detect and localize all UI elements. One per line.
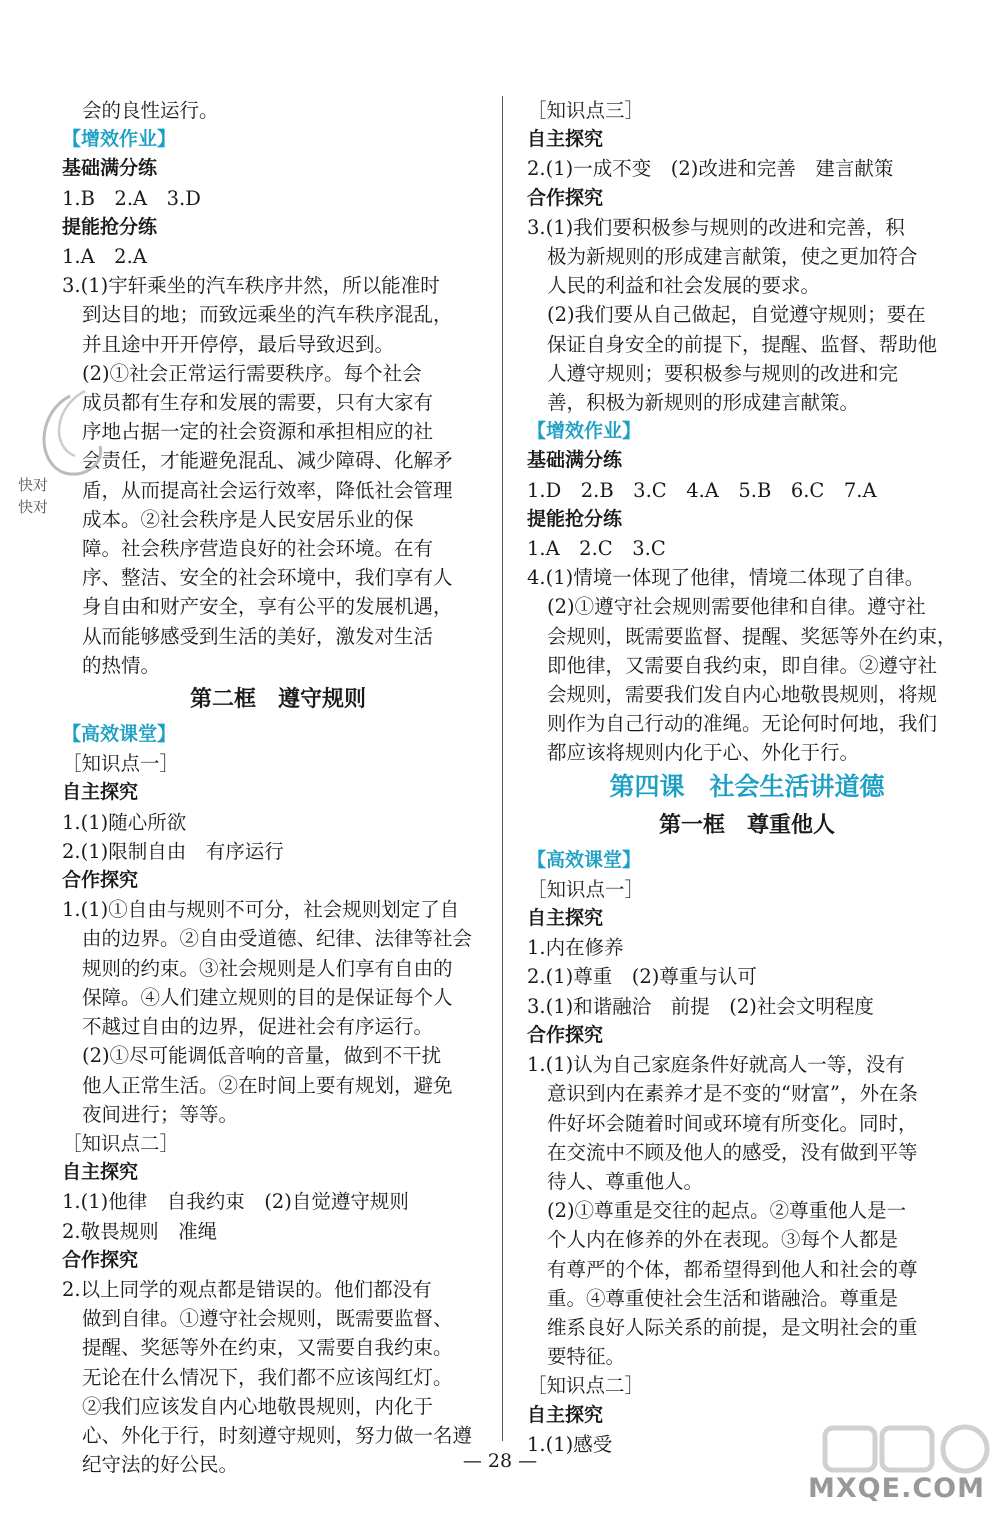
page-number: — 28 — (462, 1450, 538, 1472)
right-line-9: 人遵守规则；要积极参与规则的改进和完 (547, 361, 899, 385)
left-line-23: 自主探究 (62, 781, 139, 804)
watermark-text: MXQE.COM (808, 1473, 985, 1504)
left-line-18: 从而能够感受到生活的美好，激发对生活 (82, 624, 434, 648)
left-line-41: 做到自律。①遵守社会规则，既需要监督、 (82, 1307, 453, 1331)
handwritten-scribble (30, 376, 150, 486)
left-line-17: 身自由和财产安全，享有公平的发展机遇， (82, 595, 453, 619)
right-line-31: 合作探究 (527, 1023, 604, 1046)
right-line-27: 自主探究 (527, 907, 604, 930)
right-line-35: 在交流中不顾及他人的感受，没有做到平等 (547, 1140, 918, 1164)
right-line-22: 都应该将规则内化于心、外化于行。 (547, 741, 860, 765)
left-line-20: 第二框 遵守规则 (189, 687, 366, 713)
left-line-40: 2.以上同学的观点都是错误的。他们都没有 (62, 1277, 432, 1301)
left-line-38: 2.敬畏规则 准绳 (62, 1219, 218, 1243)
right-line-25: 【高效课堂】 (527, 848, 642, 871)
right-line-20: 会规则，需要我们发自内心地敬畏规则，将规 (547, 683, 938, 707)
left-line-12: 会责任，才能避免混乱、减少障碍、化解矛 (82, 449, 453, 473)
right-line-8: 保证自身安全的前提下，提醒、监督、帮助他 (547, 332, 938, 356)
right-line-40: 重。④尊重使社会生活和谐融洽。尊重是 (547, 1286, 899, 1310)
left-line-37: 1.(1)他律 自我约束 (2)自觉遵守规则 (62, 1190, 409, 1214)
left-line-22: ［知识点一］ (62, 752, 180, 776)
right-line-11: 【增效作业】 (527, 420, 642, 443)
right-line-29: 2.(1)尊重 (2)尊重与认可 (527, 965, 757, 989)
left-line-27: 1.(1)①自由与规则不可分，社会规则划定了自 (62, 898, 460, 922)
right-line-23: 第四课 社会生活讲道德 (609, 771, 885, 801)
right-line-34: 件好坏会随着时间或环境有所变化。同时， (547, 1111, 918, 1135)
left-line-45: 心、外化于行，时刻遵守规则，努力做一名遵 (82, 1423, 473, 1447)
left-line-5: 1.A 2.A (62, 245, 147, 269)
right-line-30: 3.(1)和谐融洽 前提 (2)社会文明程度 (527, 994, 874, 1018)
watermark-left-line-1: 快对 (18, 476, 49, 494)
right-line-26: ［知识点一］ (527, 877, 645, 901)
right-line-0: ［知识点三］ (527, 99, 645, 122)
right-line-32: 1.(1)认为自己家庭条件好就高人一等，没有 (527, 1053, 905, 1077)
right-line-42: 要特征。 (547, 1345, 626, 1369)
left-line-39: 合作探究 (62, 1248, 139, 1271)
right-line-44: 自主探究 (527, 1403, 604, 1426)
left-line-7: 到达目的地；而致远乘坐的汽车秩序混乱， (82, 303, 453, 327)
right-line-16: 4.(1)情境一体现了他律，情境二体现了自律。 (527, 566, 925, 590)
left-line-46: 纪守法的好公民。 (82, 1453, 239, 1477)
right-line-21: 则作为自己行动的准绳。无论何时何地，我们 (547, 712, 938, 736)
right-line-3: 合作探究 (527, 186, 604, 209)
left-line-25: 2.(1)限制自由 有序运行 (62, 839, 284, 863)
left-line-32: (2)①尽可能调低音响的音量，做到不干扰 (82, 1044, 442, 1068)
right-line-24: 第一框 尊重他人 (658, 812, 835, 838)
left-line-4: 提能抢分练 (62, 215, 158, 238)
right-line-36: 待人、尊重他人。 (547, 1169, 704, 1193)
right-line-10: 善，积极为新规则的形成建言献策。 (547, 391, 860, 415)
right-line-6: 人民的利益和社会发展的要求。 (547, 274, 821, 298)
left-line-13: 盾，从而提高社会运行效率，降低社会管理 (82, 478, 453, 502)
left-line-42: 提醒、奖惩等外在约束，又需要自我约束。 (82, 1336, 453, 1360)
left-line-19: 的热情。 (82, 653, 161, 677)
left-line-43: 无论在什么情况下，我们都不应该闯红灯。 (82, 1365, 453, 1389)
right-line-14: 提能抢分练 (527, 507, 623, 530)
left-line-2: 基础满分练 (62, 157, 158, 180)
right-line-41: 维系良好人际关系的前提，是文明社会的重 (547, 1315, 918, 1339)
left-line-1: 【增效作业】 (62, 128, 177, 151)
left-line-26: 合作探究 (62, 869, 139, 892)
left-line-16: 序、整洁、安全的社会环境中，我们享有人 (82, 566, 453, 590)
left-line-36: 自主探究 (62, 1161, 139, 1184)
right-line-15: 1.A 2.C 3.C (527, 537, 666, 561)
right-line-1: 自主探究 (527, 128, 604, 151)
left-line-10: 成员都有生存和发展的需要，只有大家有 (82, 391, 434, 415)
left-line-3: 1.B 2.A 3.D (62, 186, 201, 210)
watermark-left (18, 474, 48, 518)
right-line-18: 会规则，既需要监督、提醒、奖惩等外在约束， (547, 624, 957, 648)
right-line-7: (2)我们要从自己做起，自觉遵守规则；要在 (547, 303, 926, 327)
right-line-45: 1.(1)感受 (527, 1432, 613, 1456)
right-line-2: 2.(1)一成不变 (2)改进和完善 建言献策 (527, 157, 894, 181)
right-line-19: 即他律，又需要自我约束，即自律。②遵守社 (547, 653, 938, 677)
left-line-21: 【高效课堂】 (62, 723, 177, 746)
left-line-0: 会的良性运行。 (82, 99, 219, 122)
right-line-5: 极为新规则的形成建言献策，使之更加符合 (547, 245, 918, 269)
column-divider (502, 96, 503, 1441)
right-line-38: 个人内在修养的外在表现。③每个人都是 (547, 1228, 899, 1252)
watermark-left-line-2: 快对 (18, 498, 49, 516)
right-line-33: 意识到内在素养才是不变的“财富”，外在条 (547, 1082, 918, 1106)
left-line-33: 他人正常生活。②在时间上要有规划，避免 (82, 1073, 453, 1097)
right-line-17: (2)①遵守社会规则需要他律和自律。遵守社 (547, 595, 926, 619)
left-line-8: 并且途中开开停停，最后导致迟到。 (82, 332, 395, 356)
right-column (527, 96, 967, 1459)
left-line-9: (2)①社会正常运行需要秩序。每个社会 (82, 361, 422, 385)
left-line-6: 3.(1)宇轩乘坐的汽车秩序井然，所以能准时 (62, 274, 440, 298)
right-line-4: 3.(1)我们要积极参与规则的改进和完善，积 (527, 215, 905, 239)
left-line-28: 由的边界。②自由受道德、纪律、法律等社会 (82, 927, 473, 951)
right-line-39: 有尊严的个体，都希望得到他人和社会的尊 (547, 1257, 918, 1281)
left-line-44: ②我们应该发自内心地敬畏规则，内化于 (82, 1394, 434, 1418)
right-line-37: (2)①尊重是交往的起点。②尊重他人是一 (547, 1199, 907, 1223)
right-line-13: 1.D 2.B 3.C 4.A 5.B 6.C 7.A (527, 478, 877, 502)
left-line-14: 成本。②社会秩序是人民安居乐业的保 (82, 507, 414, 531)
left-line-35: ［知识点二］ (62, 1131, 180, 1155)
left-line-24: 1.(1)随心所欲 (62, 810, 187, 834)
right-line-28: 1.内在修养 (527, 936, 624, 960)
left-line-29: 规则的约束。③社会规则是人们享有自由的 (82, 956, 453, 980)
right-line-43: ［知识点二］ (527, 1374, 645, 1398)
left-line-15: 障。社会秩序营造良好的社会环境。在有 (82, 537, 434, 561)
left-line-31: 不越过自由的边界，促进社会有序运行。 (82, 1015, 434, 1039)
left-line-34: 夜间进行；等等。 (82, 1102, 239, 1126)
left-column (62, 96, 494, 1479)
right-line-12: 基础满分练 (527, 449, 623, 472)
left-line-30: 保障。④人们建立规则的目的是保证每个人 (82, 985, 453, 1009)
left-line-11: 序地占据一定的社会资源和承担相应的社 (82, 420, 434, 444)
